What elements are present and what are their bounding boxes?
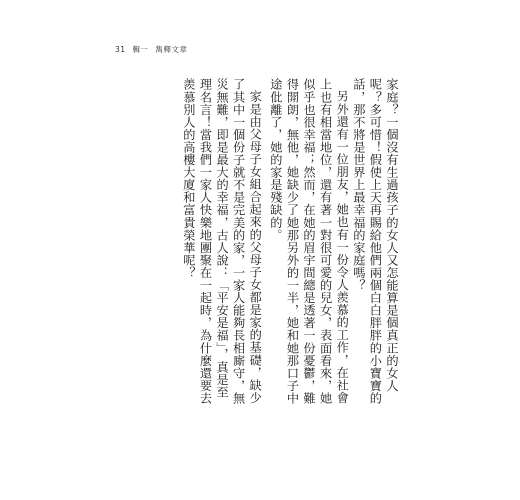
section-label: 雋釋文章 bbox=[155, 45, 188, 54]
paragraph-3: 家是由父母子女組合起來的父母子女都是家的基礎，缺少了其中一個份子就不是完美的家，一家人能夠長相廝守，無災無難，即是最大的幸福，古人說：「平安是福」，真是至理名言！當我們一家人快樂地團聚在一起時，為什麼還要去羨慕別人的高樓大廈和富貴榮華呢？ bbox=[181, 78, 263, 405]
chapter-label: 輯一 bbox=[132, 45, 149, 54]
paragraph-1: 家庭？一個沒有生過孩子的女人又怎能算是個真正的女人呢？多可惜！假使上天再賜給他們兩個白白胖胖的小寶寶的話，那不將是世界上最幸福的家庭嗎？ bbox=[351, 78, 399, 405]
running-header bbox=[115, 44, 191, 55]
paragraph-2: 另外還有一位朋友，她也有一份令人羨慕的工作，在社會上也有相當地位，還有著一對很可愛的兒女，表面看來，她似乎也很幸福；然而，在她的眉宇間總是透著一份憂鬱，難得開朗，無他，她缺少了她那另外的一半，她和她那口子中途仳離了，她的家是殘缺的。 bbox=[268, 78, 350, 405]
vertical-body-text bbox=[176, 78, 400, 408]
page-number: 31 bbox=[115, 45, 126, 54]
